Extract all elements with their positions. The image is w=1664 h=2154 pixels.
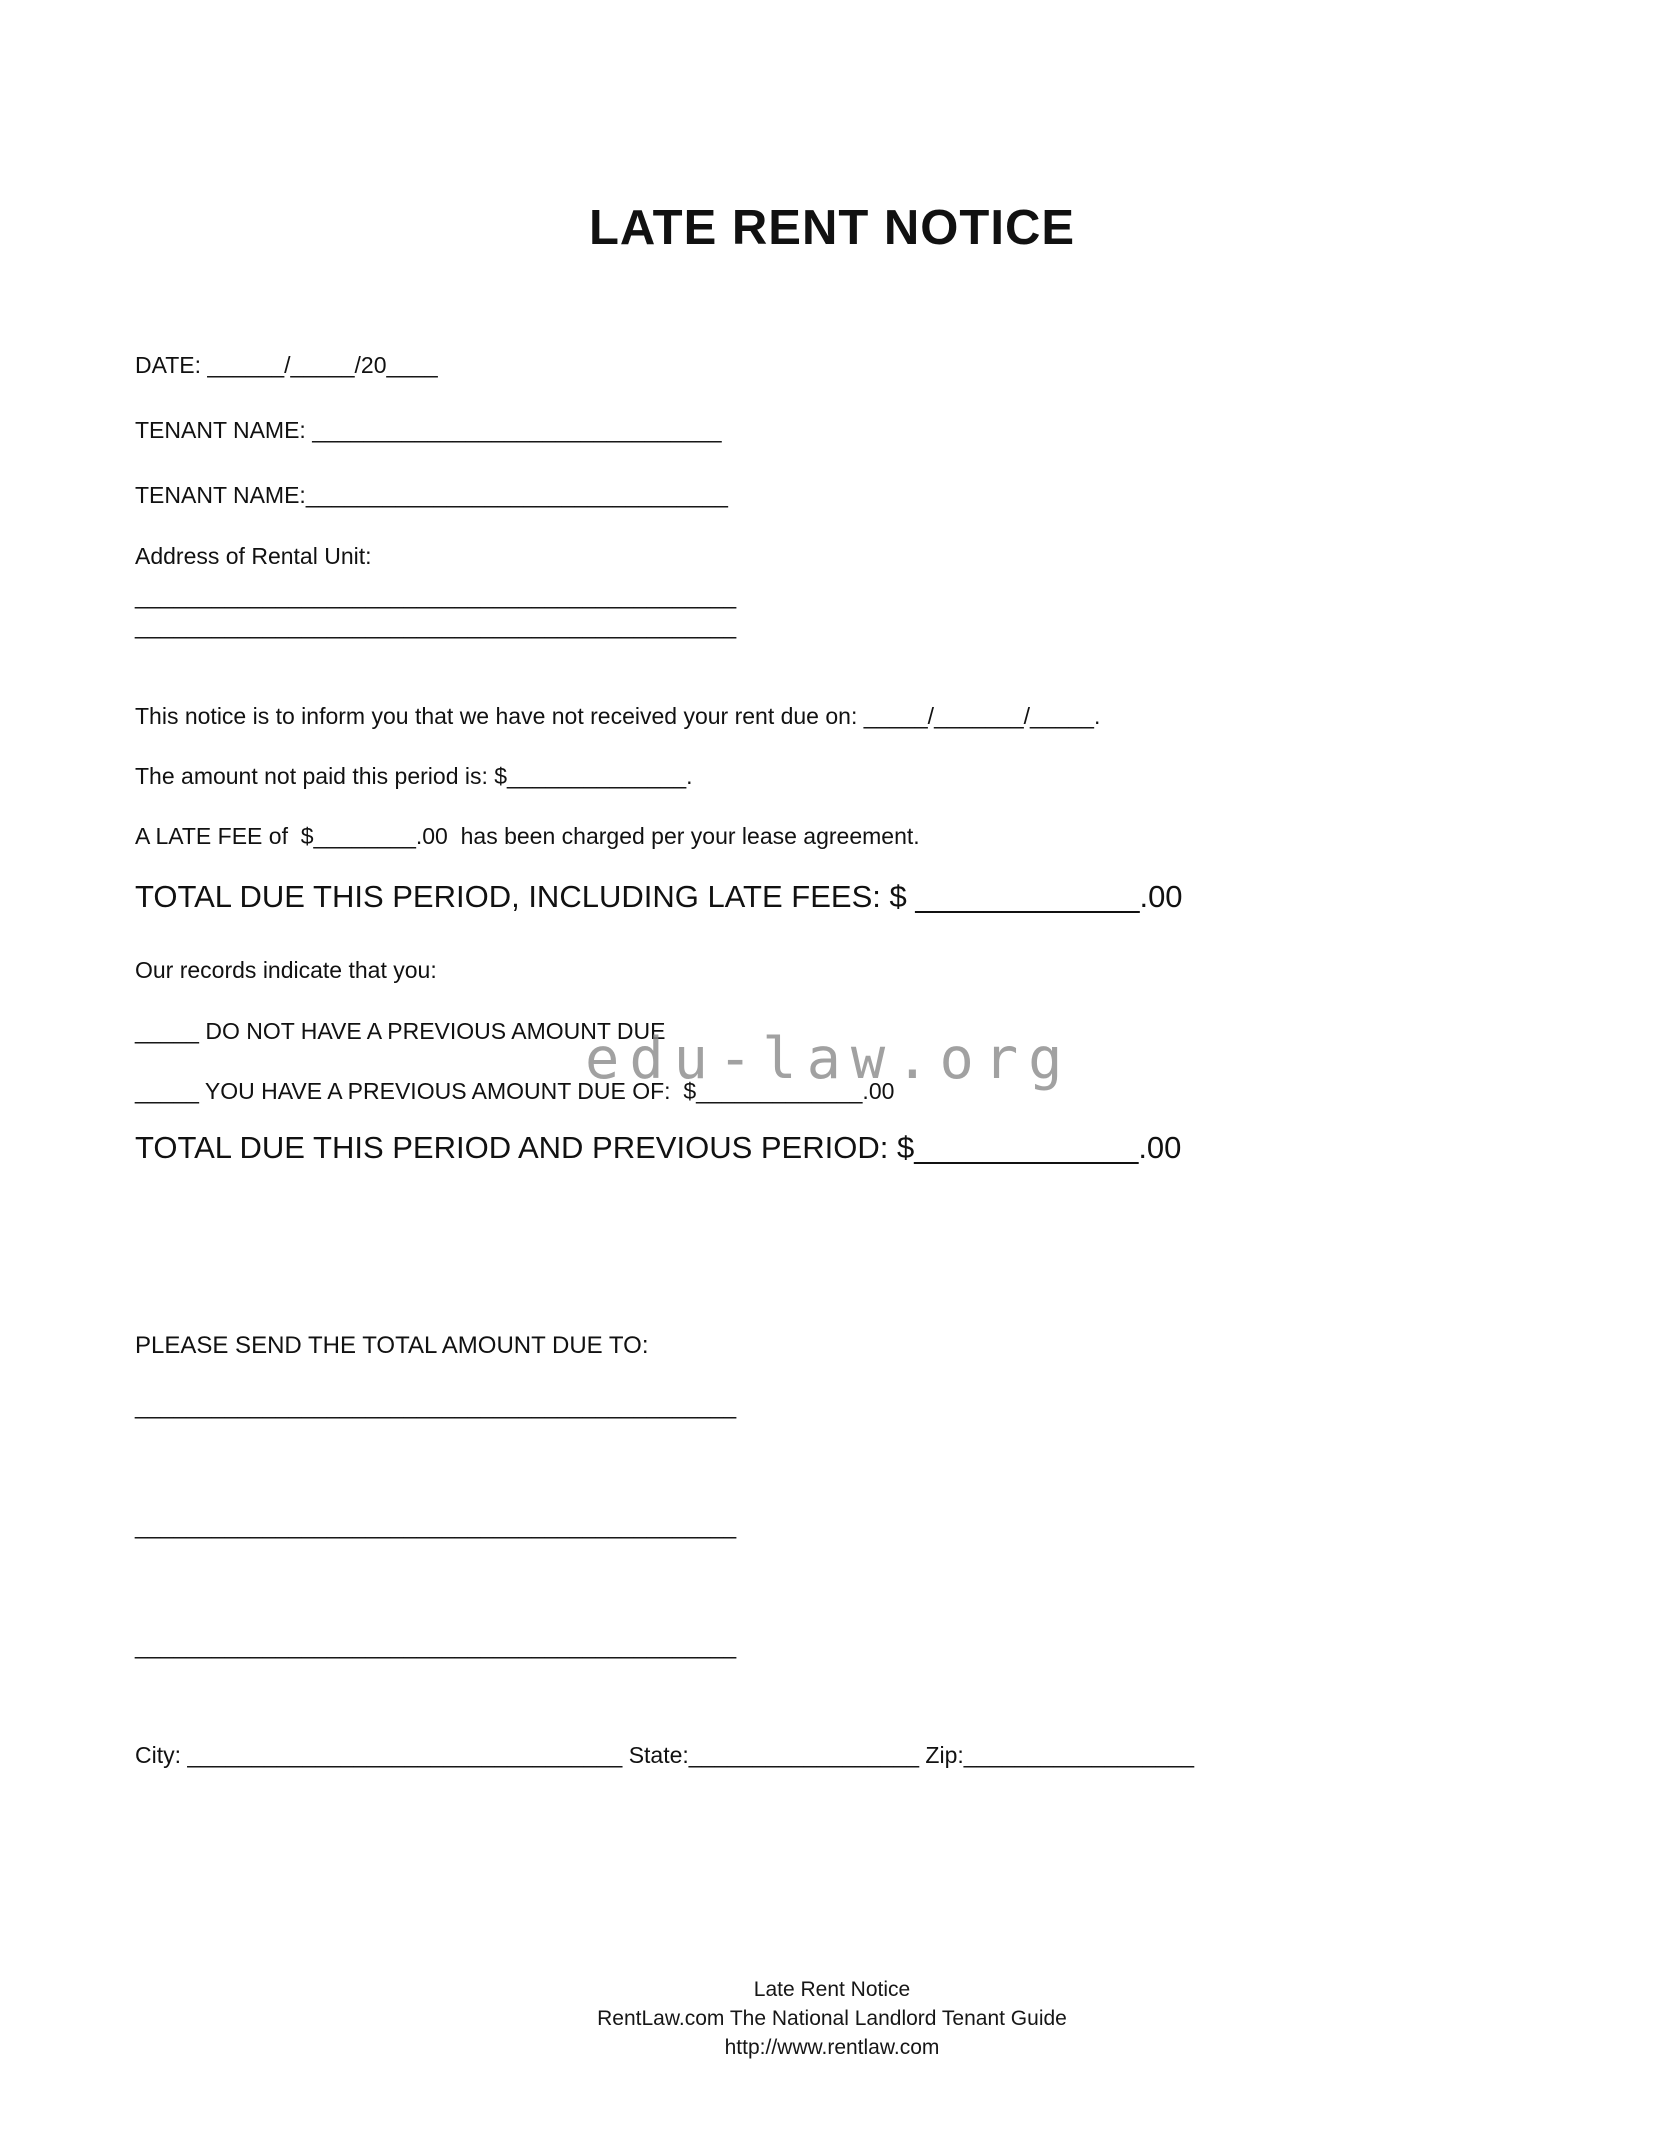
no-previous-line: _____ DO NOT HAVE A PREVIOUS AMOUNT DUE <box>135 1018 666 1044</box>
page-title <box>0 200 1664 256</box>
footer <box>0 1976 1664 2063</box>
city-state-zip-line: City: __________________________________ State:__________________ Zip:__________________ <box>135 1742 1195 1768</box>
amount-line: The amount not paid this period is: $______________. <box>135 763 693 789</box>
footer-line-1: Late Rent Notice <box>753 1978 911 2001</box>
page-title-text: LATE RENT NOTICE <box>588 201 1076 255</box>
address-blank-line-1: _______________________________________________ <box>135 583 737 609</box>
total-combined-line: TOTAL DUE THIS PERIOD AND PREVIOUS PERIOD: $_____________.00 <box>135 1130 1182 1165</box>
footer-line-2: RentLaw.com The National Landlord Tenant Guide <box>597 2006 1067 2030</box>
total-due-line: TOTAL DUE THIS PERIOD, INCLUDING LATE FEES: $ _____________.00 <box>135 879 1183 914</box>
tenant-name-line-2: TENANT NAME:_________________________________ <box>135 482 728 508</box>
address-label: Address of Rental Unit: <box>135 543 372 569</box>
send-blank-line-2: _______________________________________________ <box>135 1513 737 1539</box>
late-fee-line: A LATE FEE of $________.00 has been charged per your lease agreement. <box>135 823 920 849</box>
send-to-label: PLEASE SEND THE TOTAL AMOUNT DUE TO: <box>135 1332 649 1359</box>
footer-line-3: http://www.rentlaw.com <box>724 2035 940 2059</box>
records-label: Our records indicate that you: <box>135 957 437 983</box>
tenant-name-line-1: TENANT NAME: ________________________________ <box>135 417 722 443</box>
address-blank-line-2: _______________________________________________ <box>135 613 737 639</box>
send-blank-line-3: _______________________________________________ <box>135 1633 737 1659</box>
notice-line: This notice is to inform you that we have not received your rent due on: _____/_______/_____. <box>135 703 1101 729</box>
send-blank-line-1: _______________________________________________ <box>135 1393 737 1419</box>
watermark: edu-law.org <box>585 1026 1073 1092</box>
previous-amount-line: _____ YOU HAVE A PREVIOUS AMOUNT DUE OF: $_____________.00 <box>135 1078 895 1104</box>
date-line: DATE: ______/_____/20____ <box>135 352 438 378</box>
